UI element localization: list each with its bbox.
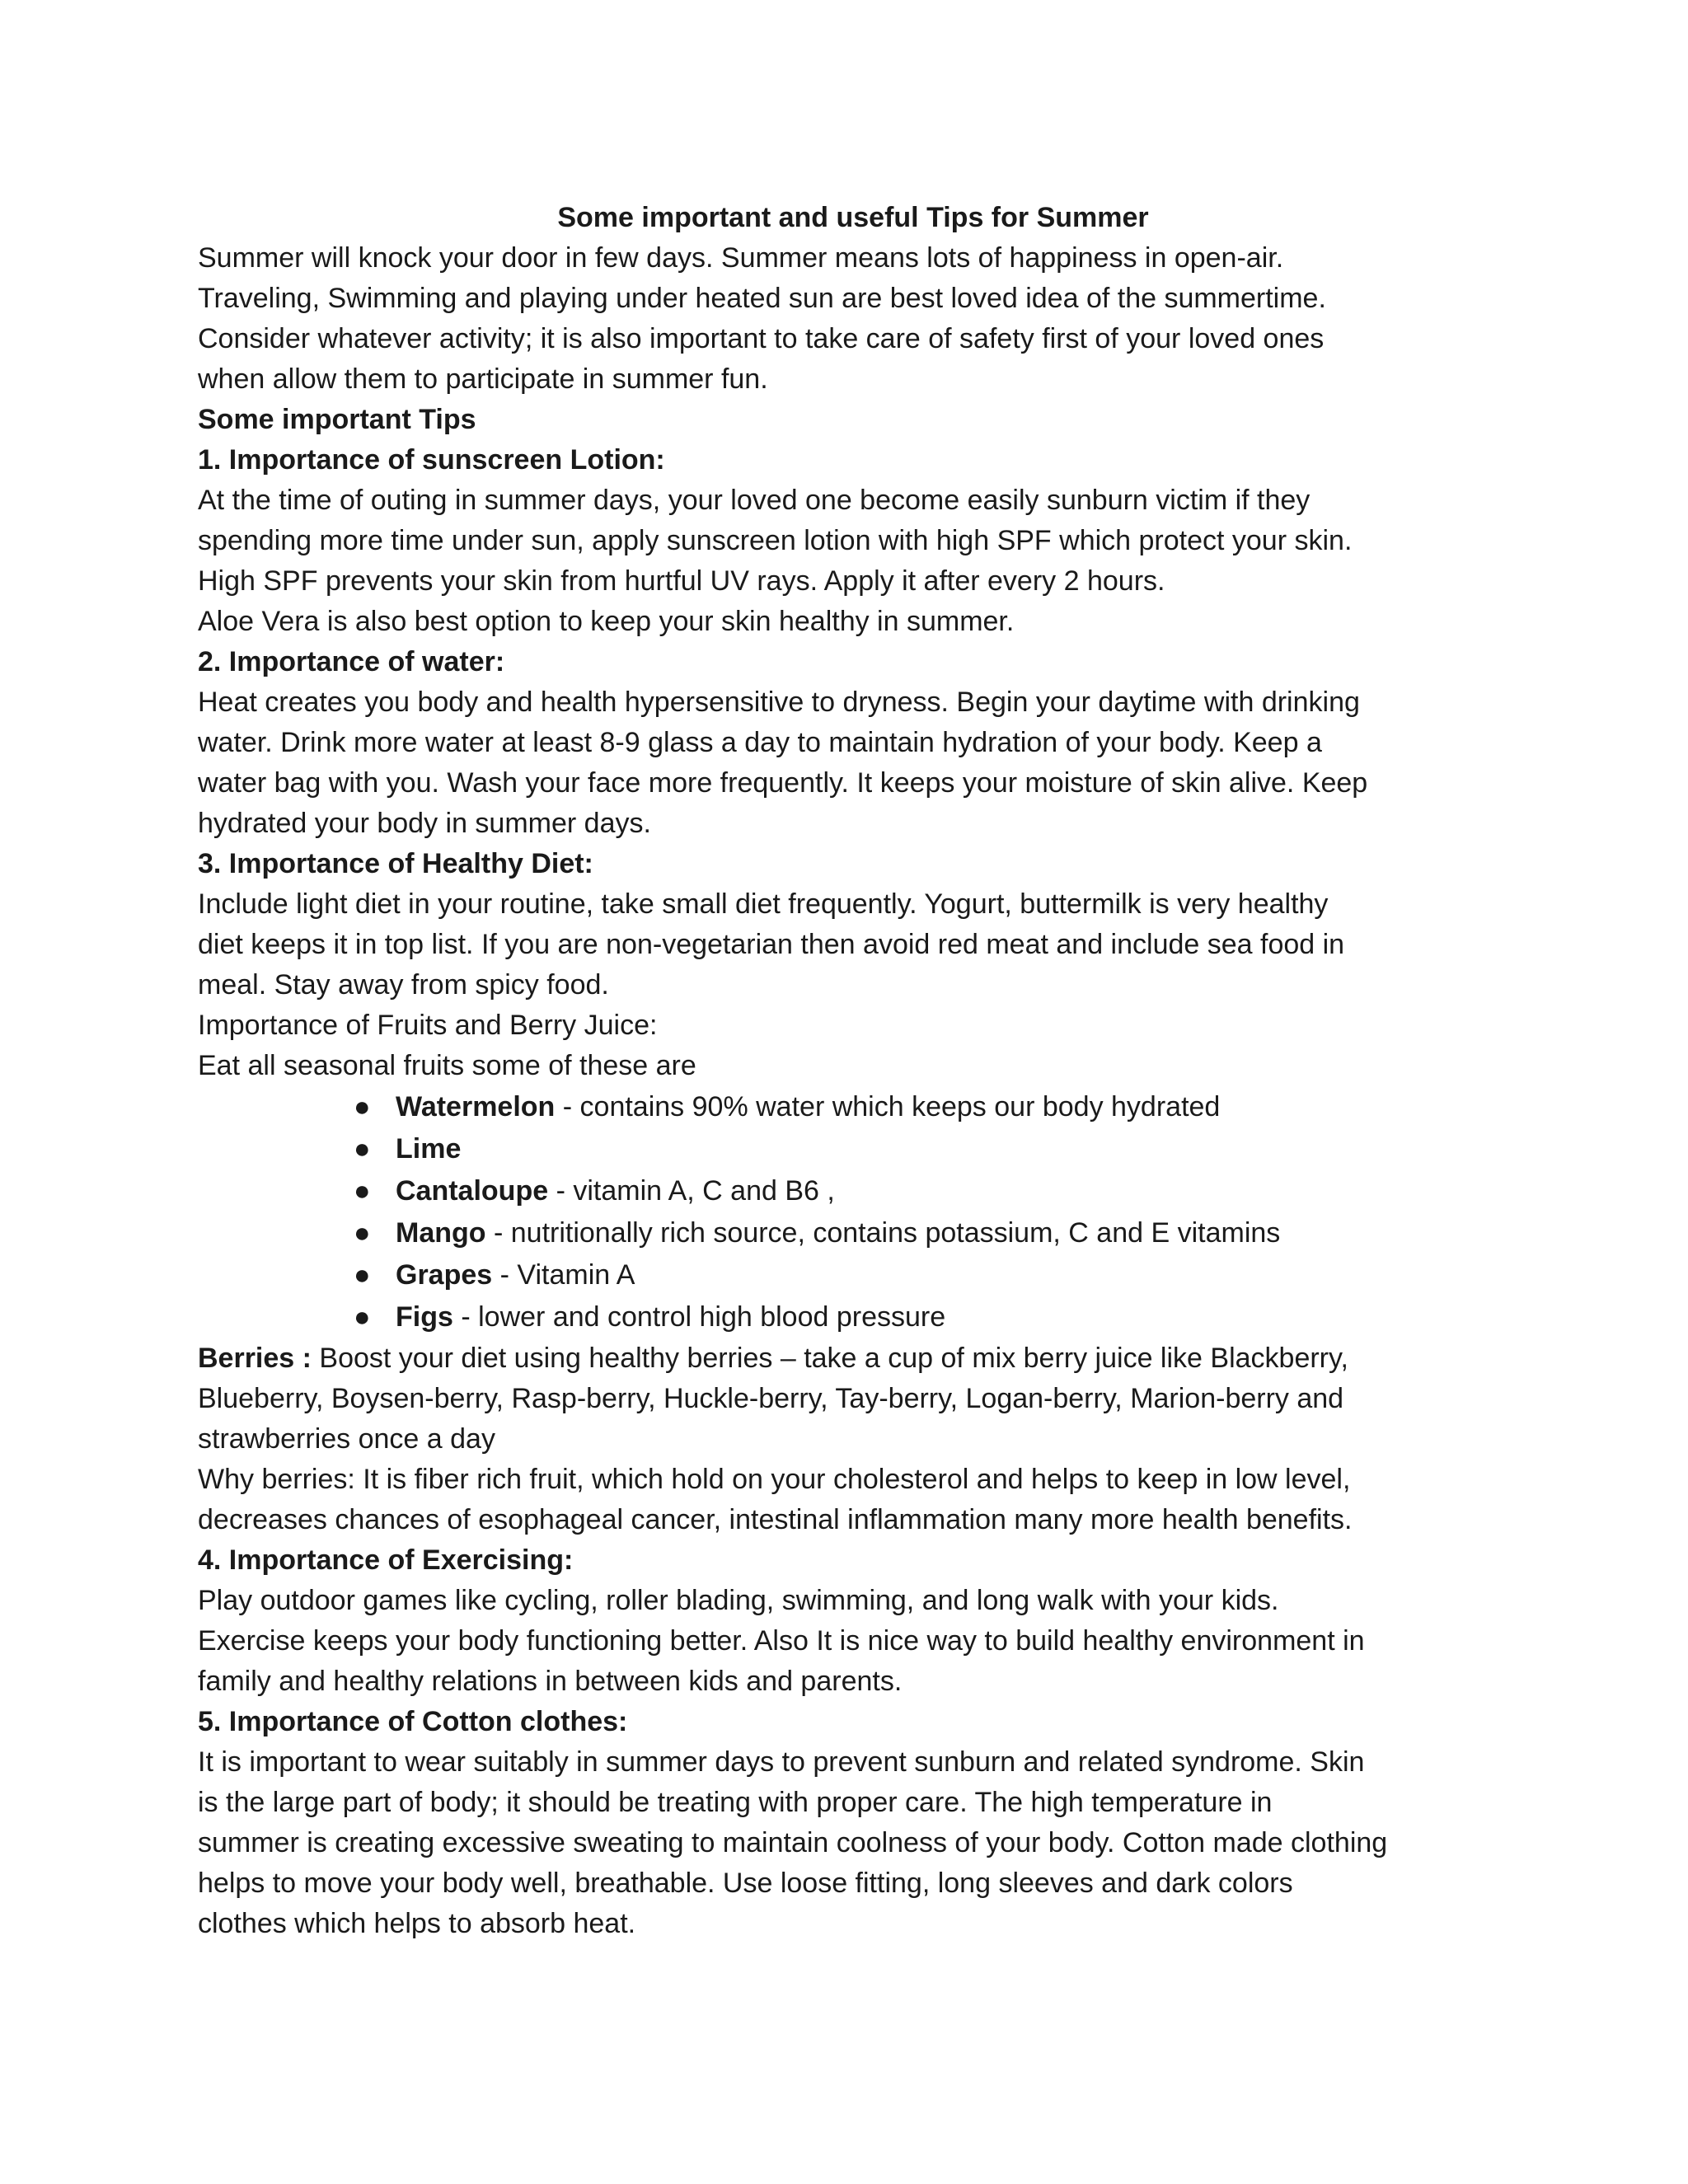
paragraph-line: is the large part of body; it should be treating with proper care. The high temperature in <box>198 1787 1273 1818</box>
paragraph-line: summer is creating excessive sweating to maintain coolness of your body. Cotton made clothing <box>198 1827 1388 1858</box>
berries-paragraph <box>198 1338 1508 1460</box>
paragraph-line: At the time of outing in summer days, your loved one become easily sunburn victim if they <box>198 485 1311 516</box>
section-heading-water: 2. Importance of water: <box>198 646 505 677</box>
section-body-diet <box>198 884 1508 1086</box>
intro-paragraph <box>198 238 1508 400</box>
section-body-cotton <box>198 1742 1508 1944</box>
paragraph-line: hydrated your body in summer days. <box>198 808 651 839</box>
berries-label: Berries : <box>198 1343 312 1374</box>
fruit-name: Grapes <box>396 1259 493 1291</box>
paragraph-line: Heat creates you body and health hypersensitive to dryness. Begin your daytime with drinking <box>198 687 1360 718</box>
intro-line: Consider whatever activity; it is also important to take care of safety first of your loved ones <box>198 323 1325 354</box>
bullet-icon: ● <box>354 1259 371 1291</box>
fruit-desc: - Vitamin A <box>492 1259 635 1291</box>
paragraph-line: decreases chances of esophageal cancer, intestinal inflammation many more health benefits. <box>198 1504 1353 1535</box>
fruit-desc: - contains 90% water which keeps our body hydrated <box>555 1091 1221 1122</box>
fruit-name: Cantaloupe <box>396 1175 549 1207</box>
paragraph-line: High SPF prevents your skin from hurtful UV rays. Apply it after every 2 hours. <box>198 565 1165 597</box>
list-item <box>198 1212 1508 1254</box>
paragraph-line: water. Drink more water at least 8-9 glass a day to maintain hydration of your body. Keep a <box>198 727 1322 758</box>
paragraph-line: helps to move your body well, breathable. Use loose fitting, long sleeves and dark colors <box>198 1868 1293 1899</box>
intro-line: when allow them to participate in summer fun. <box>198 363 768 395</box>
bullet-icon: ● <box>354 1301 371 1333</box>
paragraph-line <box>198 1338 1508 1379</box>
document-title: Some important and useful Tips for Summer <box>557 202 1149 233</box>
paragraph-line: Aloe Vera is also best option to keep your skin healthy in summer. <box>198 606 1015 637</box>
paragraph-line: strawberries once a day <box>198 1423 495 1455</box>
list-item <box>198 1128 1508 1170</box>
why-berries-paragraph <box>198 1460 1508 1540</box>
bullet-icon: ● <box>354 1133 371 1165</box>
fruit-desc: - vitamin A, C and B6 , <box>548 1175 835 1207</box>
section-heading-cotton: 5. Importance of Cotton clothes: <box>198 1706 628 1737</box>
document-body <box>198 198 1508 1944</box>
tips-heading: Some important Tips <box>198 404 476 435</box>
section-body-sunscreen <box>198 480 1508 642</box>
paragraph-line: Eat all seasonal fruits some of these are <box>198 1050 696 1081</box>
list-item <box>198 1254 1508 1296</box>
fruit-name: Mango <box>396 1217 486 1249</box>
paragraph-line: Include light diet in your routine, take small diet frequently. Yogurt, buttermilk is very healthy <box>198 888 1329 920</box>
list-item <box>198 1296 1508 1338</box>
paragraph-line: It is important to wear suitably in summer days to prevent sunburn and related syndrome. Skin <box>198 1746 1365 1778</box>
paragraph-line: Why berries: It is fiber rich fruit, which hold on your cholesterol and helps to keep in low level, <box>198 1464 1351 1495</box>
paragraph-line: diet keeps it in top list. If you are non-vegetarian then avoid red meat and include sea food in <box>198 929 1345 960</box>
berries-text: Boost your diet using healthy berries – take a cup of mix berry juice like Blackberry, <box>311 1343 1348 1374</box>
paragraph-line: meal. Stay away from spicy food. <box>198 969 609 1001</box>
bullet-icon: ● <box>354 1175 371 1207</box>
fruit-desc: - lower and control high blood pressure <box>452 1301 946 1333</box>
paragraph-line: spending more time under sun, apply sunscreen lotion with high SPF which protect your skin. <box>198 525 1353 556</box>
paragraph-line: family and healthy relations in between kids and parents. <box>198 1666 903 1697</box>
paragraph-line: Blueberry, Boysen-berry, Rasp-berry, Huckle-berry, Tay-berry, Logan-berry, Marion-berry and <box>198 1383 1344 1414</box>
intro-line: Summer will knock your door in few days. Summer means lots of happiness in open-air. <box>198 242 1284 274</box>
paragraph-line: Exercise keeps your body functioning better. Also It is nice way to build healthy environment in <box>198 1625 1365 1657</box>
bullet-icon: ● <box>354 1091 371 1122</box>
section-body-exercise <box>198 1581 1508 1702</box>
section-heading-diet: 3. Importance of Healthy Diet: <box>198 848 593 879</box>
intro-line: Traveling, Swimming and playing under heated sun are best loved idea of the summertime. <box>198 283 1326 314</box>
fruit-desc: - nutritionally rich source, contains potassium, C and E vitamins <box>485 1217 1281 1249</box>
section-body-water <box>198 682 1508 844</box>
fruit-name: Lime <box>396 1133 462 1165</box>
paragraph-line: clothes which helps to absorb heat. <box>198 1908 636 1939</box>
fruit-list <box>198 1086 1508 1338</box>
section-heading-sunscreen: 1. Importance of sunscreen Lotion: <box>198 444 665 476</box>
fruit-name: Figs <box>396 1301 453 1333</box>
list-item <box>198 1170 1508 1212</box>
paragraph-line: Play outdoor games like cycling, roller blading, swimming, and long walk with your kids. <box>198 1585 1279 1616</box>
fruits-subheading: Importance of Fruits and Berry Juice: <box>198 1010 658 1041</box>
paragraph-line: water bag with you. Wash your face more frequently. It keeps your moisture of skin alive. Keep <box>198 767 1368 799</box>
fruit-name: Watermelon <box>396 1091 556 1122</box>
list-item <box>198 1086 1508 1128</box>
bullet-icon: ● <box>354 1217 371 1249</box>
section-heading-exercise: 4. Importance of Exercising: <box>198 1544 574 1576</box>
